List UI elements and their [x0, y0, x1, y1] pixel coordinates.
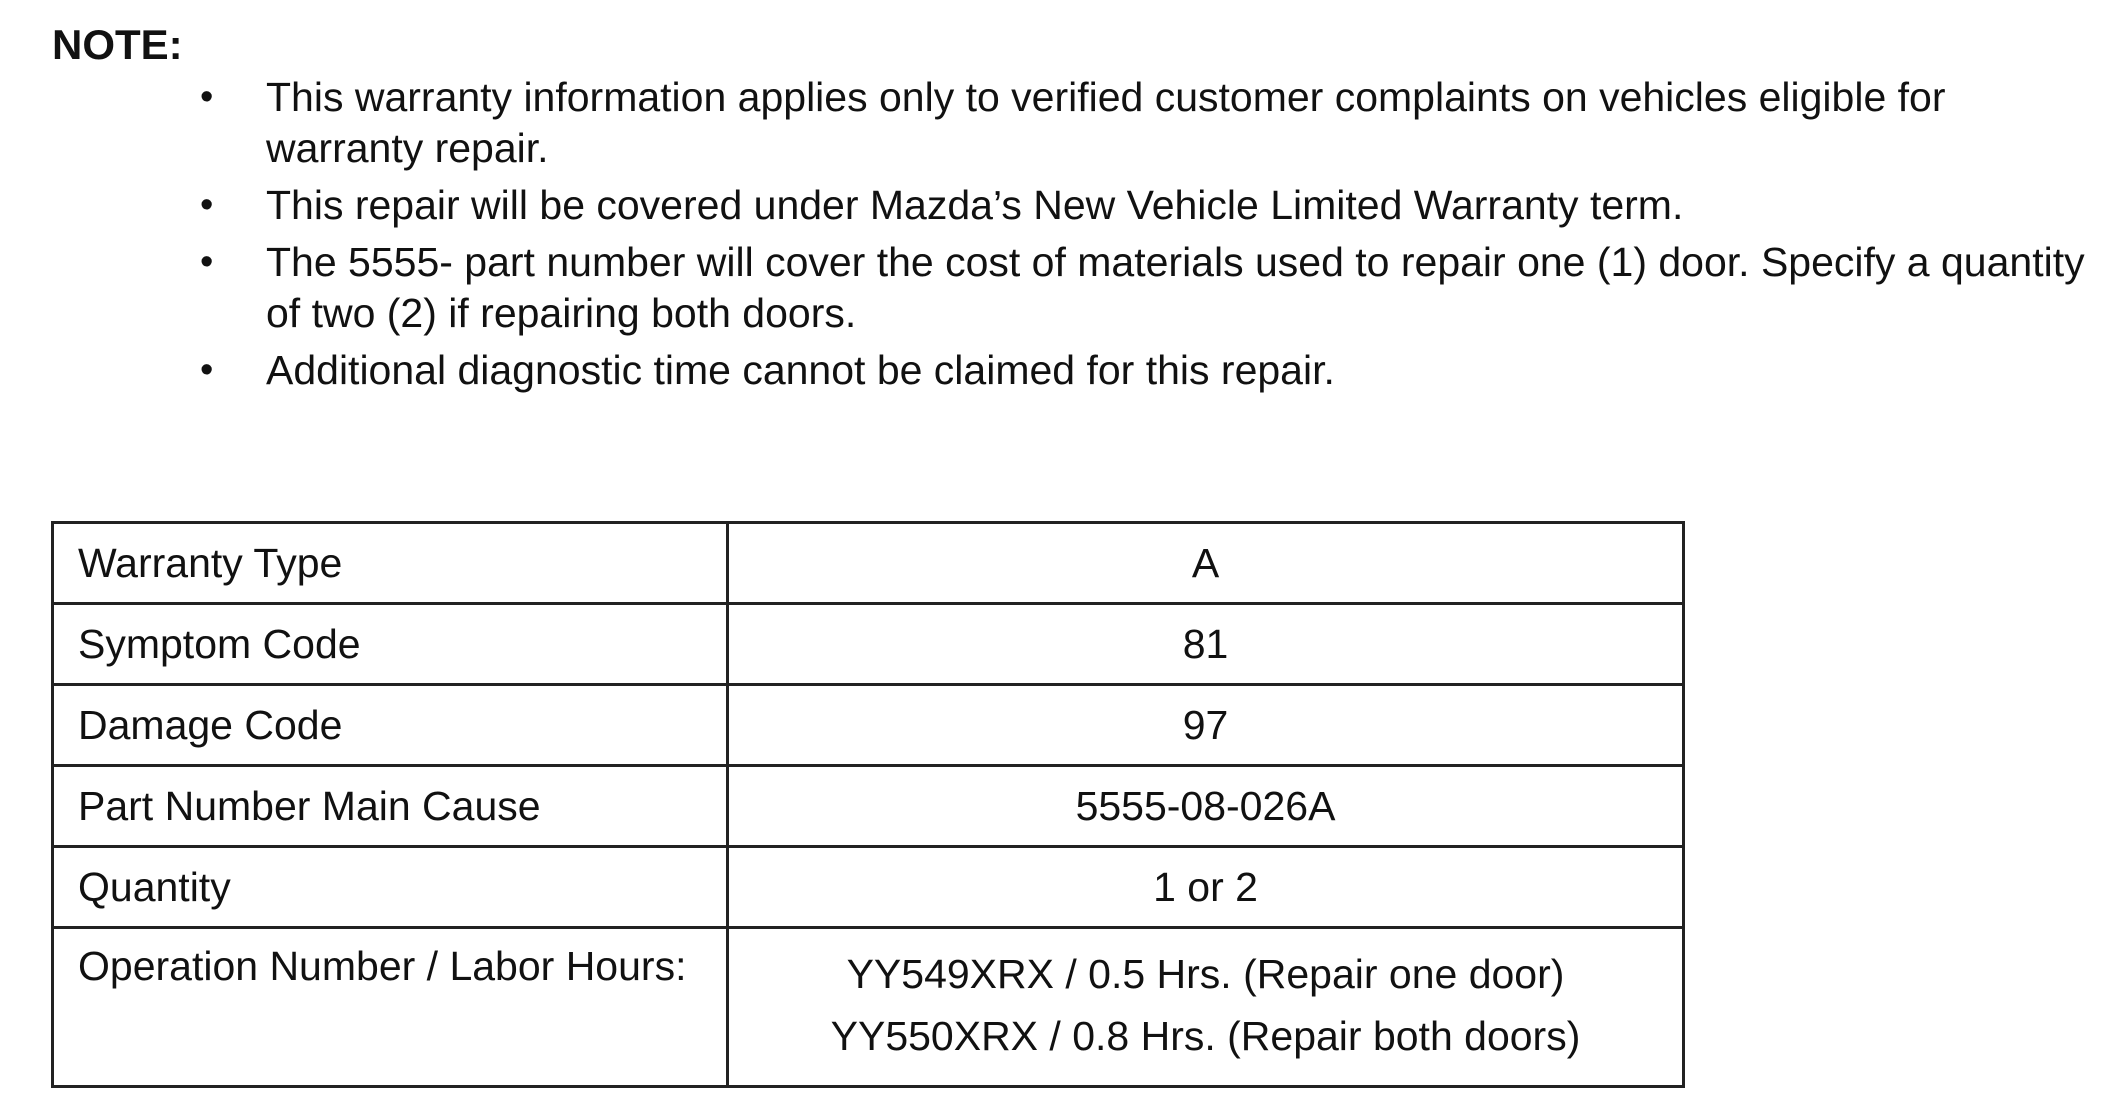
bullet-icon: •: [200, 349, 214, 391]
table-row: [53, 685, 1684, 766]
row-label: Symptom Code: [53, 604, 728, 685]
row-label: Warranty Type: [53, 523, 728, 604]
bullet-icon: •: [200, 241, 214, 283]
row-label: Operation Number / Labor Hours:: [53, 928, 728, 1087]
row-value: A: [728, 523, 1684, 604]
note-bullet-list: [0, 72, 2113, 402]
bullet-text: This warranty information applies only to verified customer complaints on vehicles eligible for warranty repair.: [266, 74, 1946, 171]
row-value: [728, 928, 1684, 1087]
row-label: Part Number Main Cause: [53, 766, 728, 847]
row-label: Quantity: [53, 847, 728, 928]
bullet-text: Additional diagnostic time cannot be claimed for this repair.: [266, 347, 1335, 393]
row-value: 81: [728, 604, 1684, 685]
list-item: [0, 345, 2113, 396]
table-row: [53, 523, 1684, 604]
table-row: [53, 928, 1684, 1087]
bullet-icon: •: [200, 184, 214, 226]
list-item: [0, 180, 2113, 231]
note-heading: NOTE:: [52, 21, 183, 68]
list-item: [0, 72, 2113, 174]
row-value: 97: [728, 685, 1684, 766]
bullet-text: This repair will be covered under Mazda’s New Vehicle Limited Warranty term.: [266, 182, 1684, 228]
labor-operation-line: YY550XRX / 0.8 Hrs. (Repair both doors): [830, 1013, 1581, 1059]
warranty-table: [51, 521, 1685, 1088]
row-label: Damage Code: [53, 685, 728, 766]
row-value: 5555-08-026A: [728, 766, 1684, 847]
bullet-icon: •: [200, 76, 214, 118]
list-item: [0, 237, 2113, 339]
table-row: [53, 847, 1684, 928]
table-row: [53, 766, 1684, 847]
table-row: [53, 604, 1684, 685]
row-value: 1 or 2: [728, 847, 1684, 928]
bullet-text: The 5555- part number will cover the cost of materials used to repair one (1) door. Specify a quantity of two (2) if repairing both doors.: [266, 239, 2085, 336]
labor-operation-line: YY549XRX / 0.5 Hrs. (Repair one door): [846, 951, 1565, 997]
